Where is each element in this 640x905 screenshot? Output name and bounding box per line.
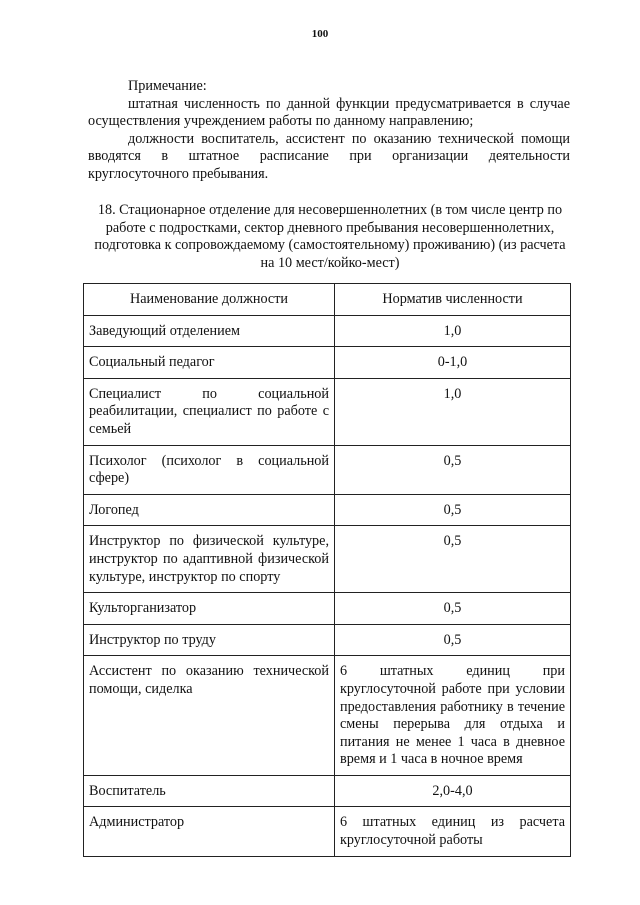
- norm-cell: 2,0-4,0: [335, 775, 571, 807]
- note-paragraph-1: штатная численность по данной функции предусматривается в случае осуществления учреждением работы по данному направлению;: [88, 95, 570, 130]
- position-name-cell: Специалист по социальной реабилитации, специалист по работе с семьей: [84, 378, 335, 445]
- column-header-position: Наименование должности: [84, 284, 335, 316]
- position-name-cell: Воспитатель: [84, 775, 335, 807]
- norm-cell: 0,5: [335, 445, 571, 494]
- table-row: [84, 494, 571, 526]
- norm-cell: 1,0: [335, 315, 571, 347]
- norm-cell: 0-1,0: [335, 347, 571, 379]
- note-heading: Примечание:: [128, 78, 207, 94]
- norm-cell: 0,5: [335, 593, 571, 625]
- position-name-cell: Инструктор по труду: [84, 624, 335, 656]
- position-name-cell: Заведующий отделением: [84, 315, 335, 347]
- table-row: [84, 526, 571, 593]
- norm-cell: 0,5: [335, 494, 571, 526]
- norm-cell: 1,0: [335, 378, 571, 445]
- table-row: [84, 315, 571, 347]
- norm-cell: 0,5: [335, 526, 571, 593]
- position-name-cell: Логопед: [84, 494, 335, 526]
- position-name-cell: Администратор: [84, 807, 335, 856]
- note-paragraph-2: должности воспитатель, ассистент по оказанию технической помощи вводятся в штатное расписание при организации деятельности круглосуточного пребывания.: [88, 130, 570, 182]
- norm-cell: 6 штатных единиц из расчета круглосуточной работы: [335, 807, 571, 856]
- table-row: [84, 593, 571, 625]
- table-header-row: [84, 284, 571, 316]
- norm-cell: 6 штатных единиц при круглосуточной работе при условии предоставления работнику в течение смены перерыва для отдыха и питания не менее 1 часа в дневное время и 1 часа в ночное время: [335, 656, 571, 776]
- table-row: [84, 445, 571, 494]
- table-row: [84, 347, 571, 379]
- norm-cell: 0,5: [335, 624, 571, 656]
- staffing-table: [83, 283, 571, 857]
- section-title: 18. Стационарное отделение для несовершеннолетних (в том числе центр по работе с подростками, сектор дневного пребывания несовершеннолетних, подготовка к сопровождаемому (самостоятельному) проживанию) (из расчета на 10 мест/койко-мест): [94, 202, 566, 271]
- table-row: [84, 775, 571, 807]
- position-name-cell: Психолог (психолог в социальной сфере): [84, 445, 335, 494]
- column-header-norm: Норматив численности: [335, 284, 571, 316]
- position-name-cell: Ассистент по оказанию технической помощи, сиделка: [84, 656, 335, 776]
- table-row: [84, 656, 571, 776]
- page-number: 100: [311, 28, 329, 40]
- table-row: [84, 624, 571, 656]
- position-name-cell: Социальный педагог: [84, 347, 335, 379]
- note-block: [88, 78, 570, 184]
- table-row: [84, 378, 571, 445]
- table-row: [84, 807, 571, 856]
- position-name-cell: Культорганизатор: [84, 593, 335, 625]
- position-name-cell: Инструктор по физической культуре, инструктор по адаптивной физической культуре, инструктор по спорту: [84, 526, 335, 593]
